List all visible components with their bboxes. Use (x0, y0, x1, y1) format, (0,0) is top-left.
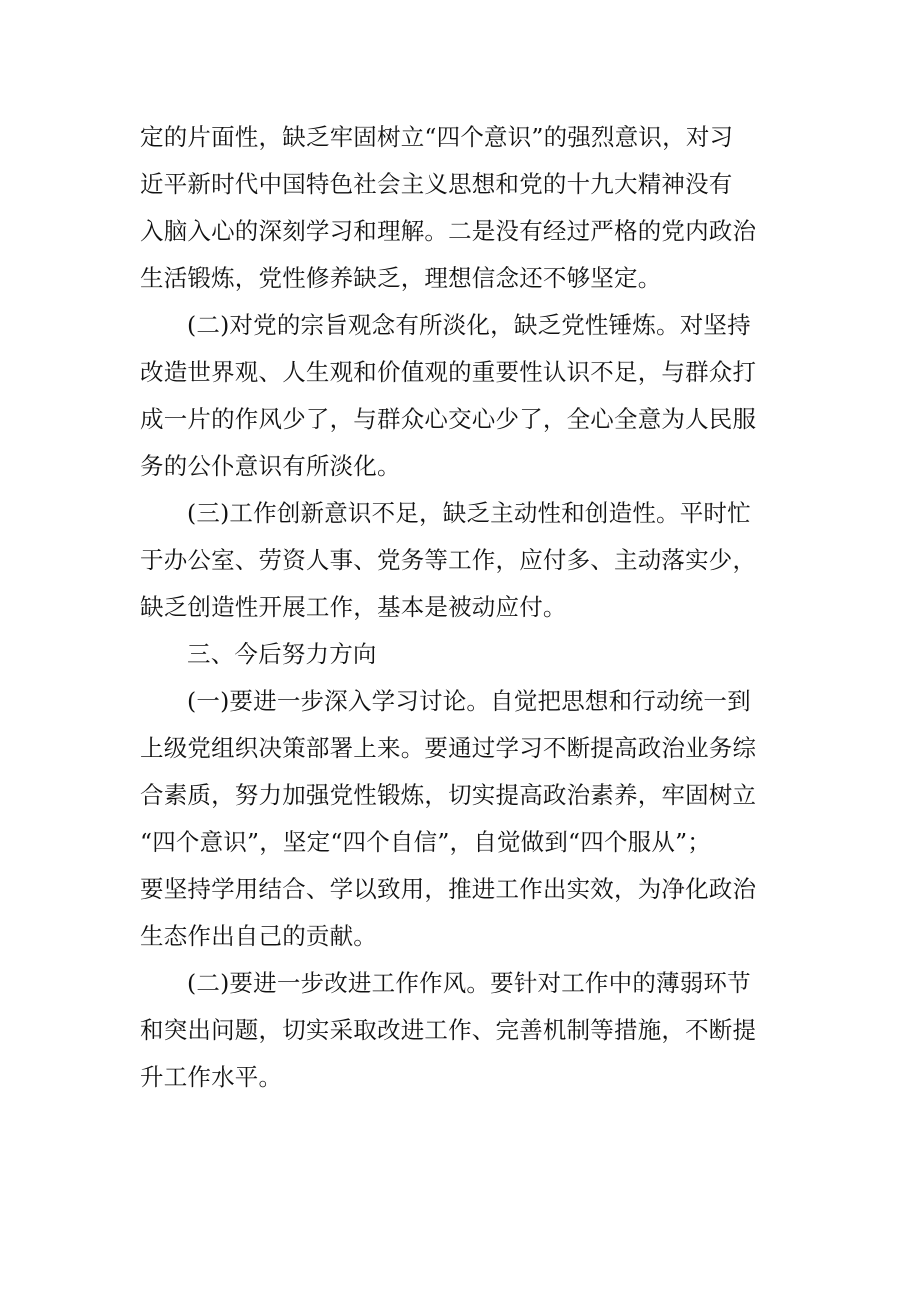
text-line: 务的公仆意识有所淡化。 (140, 452, 401, 480)
text-line: 升工作水平。 (140, 1063, 283, 1091)
text-line: 要坚持学用结合、学以致用，推进工作出实效，为净化政治 (140, 875, 757, 903)
text-line: 成一片的作风少了，与群众心交心少了，全心全意为人民服 (140, 405, 757, 433)
text-line: 合素质，努力加强党性锻炼，切实提高政治素养，牢固树立 (140, 781, 757, 809)
text-line: 近平新时代中国特色社会主义思想和党的十九大精神没有 (140, 170, 733, 198)
text-line: 上级党组织决策部署上来。要通过学习不断提高政治业务综 (140, 734, 757, 762)
paragraph-start-line: (二)要进一步改进工作作风。要针对工作中的薄弱环节 (187, 969, 751, 997)
paragraph-start-line: (二)对党的宗旨观念有所淡化，缺乏党性锤炼。对坚持 (187, 311, 751, 339)
text-line: 生态作出自己的贡献。 (140, 922, 377, 950)
text-line: 和突出问题，切实采取改进工作、完善机制等措施，不断提 (140, 1016, 757, 1044)
text-line: 缺乏创造性开展工作，基本是被动应付。 (140, 593, 567, 621)
text-line: “四个意识”，坚定“四个自信”，自觉做到“四个服从”； (140, 828, 711, 856)
document-body (140, 114, 785, 1101)
text-line: 入脑入心的深刻学习和理解。二是没有经过严格的党内政治 (140, 217, 757, 245)
text-line: 改造世界观、人生观和价值观的重要性认识不足，与群众打 (140, 358, 757, 386)
text-line: 于办公室、劳资人事、党务等工作，应付多、主动落实少， (140, 546, 757, 574)
paragraph-start-line: (三)工作创新意识不足，缺乏主动性和创造性。平时忙 (187, 499, 751, 527)
paragraph-start-line: (一)要进一步深入学习讨论。自觉把思想和行动统一到 (187, 687, 751, 715)
text-line: 生活锻炼，党性修养缺乏，理想信念还不够坚定。 (140, 264, 662, 292)
section-heading: 三、今后努力方向 (187, 640, 377, 668)
text-line: 定的片面性，缺乏牢固树立“四个意识”的强烈意识，对习 (140, 123, 734, 151)
